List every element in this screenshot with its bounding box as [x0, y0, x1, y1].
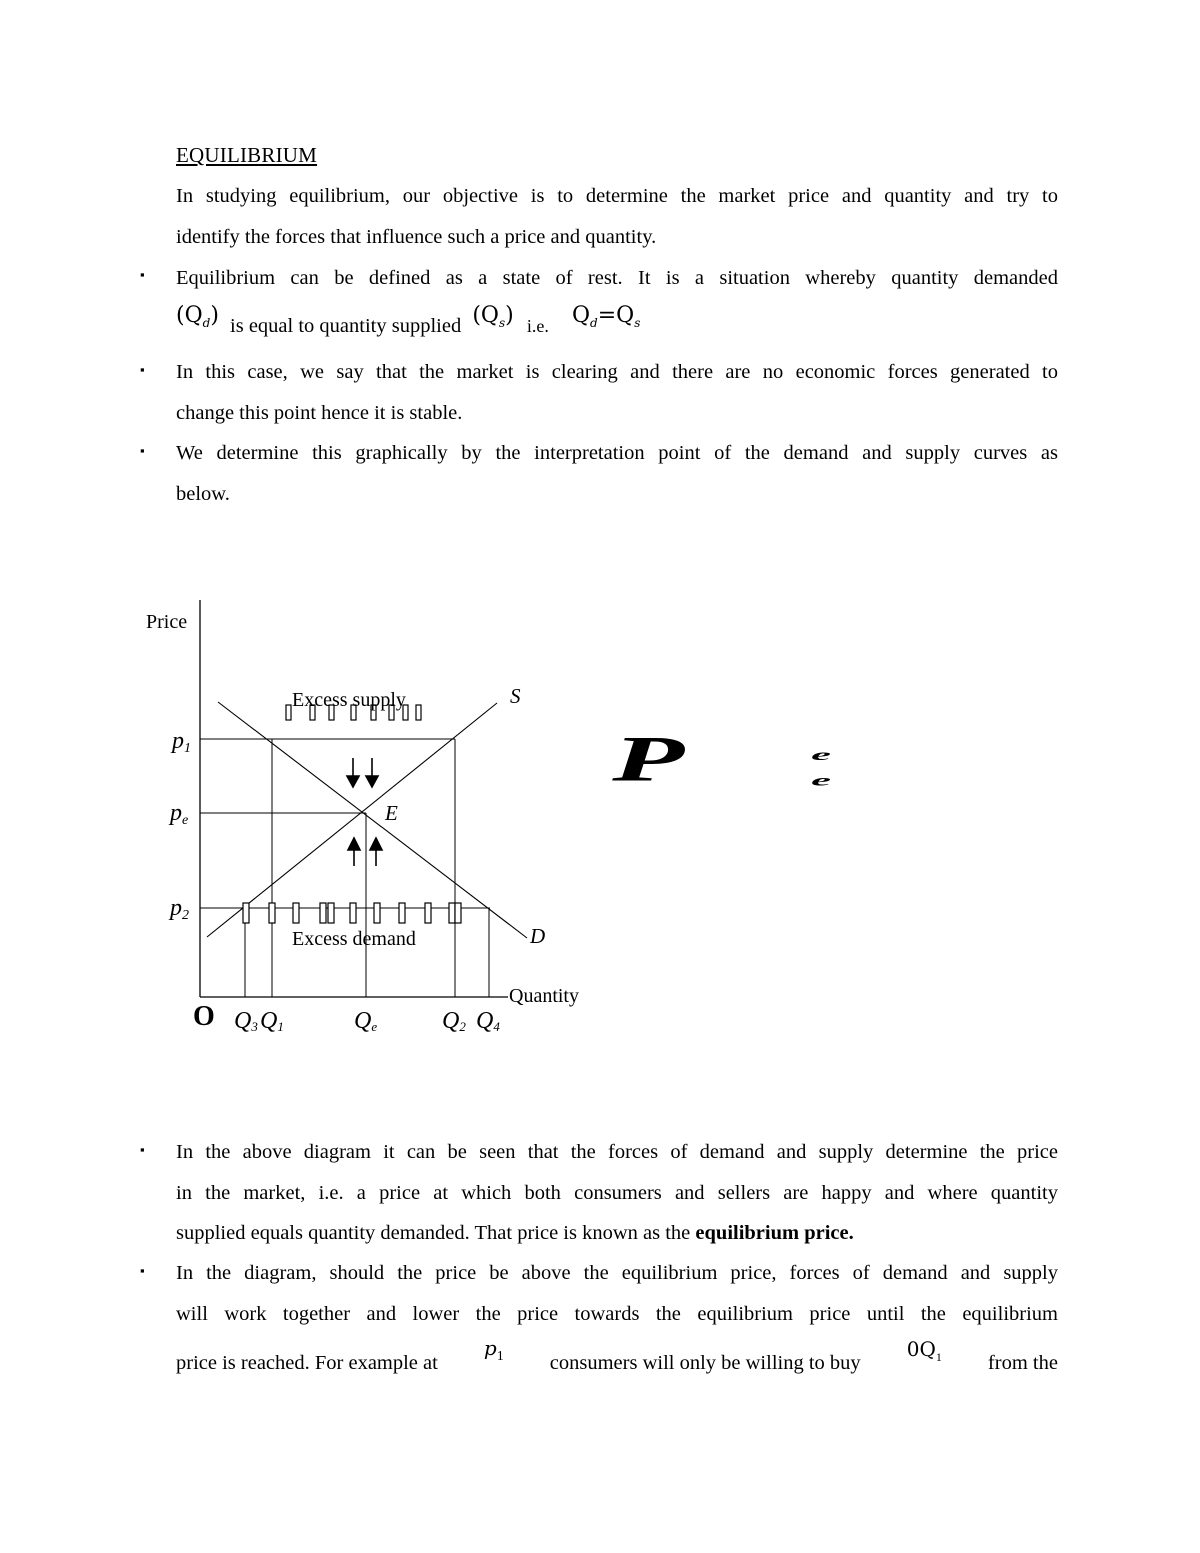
- pe-label: pe: [170, 800, 189, 828]
- x-axis-label: Quantity: [509, 985, 579, 1007]
- eq-left: Q: [571, 303, 591, 328]
- bullet-1-line-2: [176, 303, 641, 337]
- bullet-5-line-1: In the diagram, should the price be above the equilibrium price, forces of demand and supply: [176, 1262, 1058, 1284]
- bullet-5-line-3-a: price is reached. For example at: [176, 1352, 438, 1375]
- excess-demand-glyphs: [243, 903, 461, 923]
- bullet-4-line-2: in the market, i.e. a price at which both consumers and sellers are happy and where quantity: [176, 1181, 1058, 1204]
- qd-subscript: d: [202, 316, 211, 331]
- intro-paragraph: [176, 176, 1058, 257]
- supply-label: S: [510, 684, 521, 708]
- qs-subscript: s: [498, 316, 506, 331]
- qs-close-paren: ): [505, 303, 514, 328]
- excess-demand-label: Excess demand: [292, 928, 416, 950]
- q3-label: Q3: [234, 1008, 258, 1034]
- bullet-marker: ▪: [140, 1142, 145, 1157]
- q1-inline-symbol: 0Q: [906, 1337, 936, 1361]
- eq-right: Q: [616, 303, 635, 328]
- section-heading: EQUILIBRIUM: [176, 143, 318, 167]
- supply-demand-diagram: [0, 580, 1200, 1060]
- qs-symbol: (Q: [472, 303, 499, 328]
- intro-line-1: In studying equilibrium, our objective is to determine the market price and quantity and try to: [176, 185, 1058, 207]
- ie-text: i.e.: [526, 316, 549, 336]
- origin-label: O: [193, 1001, 215, 1032]
- bullet-2-line-2: change this point hence it is stable.: [176, 401, 463, 424]
- bullet-marker: ▪: [140, 267, 145, 282]
- q1-inline: [907, 1337, 942, 1365]
- bullet-5-line-3-b: consumers will only be willing to buy: [549, 1352, 861, 1375]
- p1-label: p1: [172, 728, 191, 756]
- bullet-4-line-1: In the above diagram it can be seen that the forces of demand and supply determine the price: [176, 1141, 1058, 1163]
- bullet-3-line-2: below.: [176, 482, 230, 505]
- bullet-1-mid-text: is equal to quantity supplied: [230, 315, 462, 337]
- p1-inline-sub: 1: [496, 1349, 504, 1365]
- bullet-4-line-3-text: supplied equals quantity demanded. That price is known as the: [176, 1222, 691, 1244]
- q1-label: Q1: [260, 1008, 284, 1034]
- supply-curve: [207, 703, 497, 937]
- bullet-5-line-3-c: from the: [987, 1352, 1058, 1375]
- down-arrows: [347, 758, 378, 787]
- bullet-3-line-1: We determine this graphically by the interpretation point of the demand and supply curves as: [176, 442, 1058, 464]
- bullet-3: [176, 433, 1058, 514]
- bullet-2: [176, 352, 1058, 433]
- bullet-marker: ▪: [140, 362, 145, 377]
- bullet-5-line-2: will work together and lower the price towards the equilibrium price until the equilibrium: [176, 1302, 1058, 1325]
- up-arrows: [348, 838, 382, 866]
- bullet-2-line-1: In this case, we say that the market is clearing and there are no economic forces generated to: [176, 361, 1058, 383]
- intro-line-2: identify the forces that influence such a price and quantity.: [176, 225, 657, 248]
- q2-label: Q2: [442, 1008, 466, 1034]
- bullet-4-line-3: [176, 1213, 1058, 1254]
- svg-text:e: e: [811, 772, 832, 790]
- p1-inline: [484, 1336, 504, 1365]
- bullet-marker: ▪: [140, 443, 145, 458]
- svg-text:e: e: [811, 746, 832, 764]
- bullet-1: [176, 258, 1058, 299]
- qd-symbol: (Q: [176, 303, 203, 328]
- bullet-1-line-1: Equilibrium can be defined as a state of rest. It is a situation whereby quantity demanded: [176, 267, 1058, 289]
- bullet-5-line-3: [176, 1336, 1058, 1375]
- bullet-5: [176, 1253, 1058, 1334]
- bullet-4: [176, 1132, 1058, 1254]
- eq-sign: =: [597, 303, 617, 328]
- distorted-pe-glyph: [611, 723, 831, 795]
- eq-right-sub: s: [634, 316, 641, 331]
- p2-label: p2: [170, 895, 189, 923]
- eq-left-sub: d: [590, 316, 598, 331]
- q4-label: Q4: [476, 1008, 500, 1034]
- y-axis-label: Price: [146, 611, 188, 633]
- qe-label: Qe: [354, 1008, 378, 1034]
- demand-curve: [218, 702, 527, 938]
- p1-inline-symbol: p: [483, 1336, 497, 1360]
- q1-inline-sub: 1: [935, 1350, 942, 1365]
- bullet-marker: ▪: [140, 1263, 145, 1278]
- equilibrium-price-term: equilibrium price.: [695, 1222, 854, 1244]
- svg-text:P: P: [612, 722, 685, 795]
- demand-label: D: [530, 924, 546, 948]
- excess-supply-label: Excess supply: [292, 689, 406, 711]
- qd-close-paren: ): [210, 303, 219, 328]
- equilibrium-label: E: [385, 801, 398, 825]
